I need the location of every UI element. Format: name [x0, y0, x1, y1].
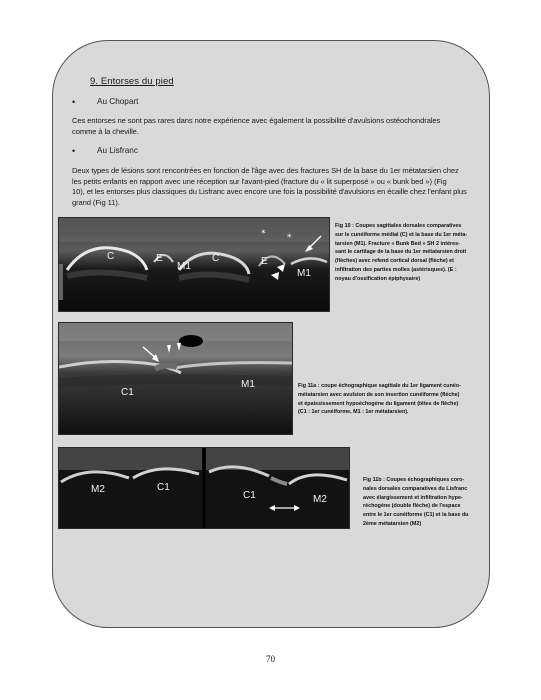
label-c: C: [212, 253, 220, 264]
label-c1: C1: [157, 482, 170, 493]
caption-line: 2ème métatarsien (M2): [363, 520, 422, 527]
label-m2: M2: [91, 484, 105, 495]
text-line: comme à la cheville.: [72, 126, 139, 136]
bullet-label-chopart: Au Chopart: [97, 97, 139, 106]
label-e: E: [156, 253, 163, 264]
bullet-item-chopart: [72, 97, 372, 109]
ultrasound-image-fig11a: [58, 322, 293, 435]
ultrasound-image-fig11b: [58, 447, 350, 529]
label-m2: M2: [313, 494, 327, 505]
caption-line: noyau d'ossification épiphysaire): [335, 275, 421, 282]
page-number: 70: [266, 654, 275, 664]
caption-fig11a: [298, 382, 488, 417]
caption-line: tarsien (M1). Fracture « Bunk Bed » SH 2 intéres-: [335, 240, 460, 247]
svg-text:*: *: [287, 233, 292, 243]
text-line: 10), et les entorses plus classiques du Lisfranc avec encore une fois la possibilité d'avulsions en écaille chez l'enfant plus: [72, 187, 467, 197]
label-m1: M1: [297, 268, 311, 279]
caption-line: sant le cartilage de la base du 1er métatarsien droit: [335, 249, 467, 256]
caption-line: Fig 10 : Coupes sagittales dorsales comparatives: [335, 223, 462, 229]
caption-line: Fig 11a : coupe échographique sagittale du 1er ligament cunéo-: [298, 383, 461, 389]
label-m1: M1: [241, 379, 255, 390]
caption-line: (C1 : 1er cunéiforme, M1 : 1er métatarsien).: [298, 409, 409, 416]
bullet-marker: •: [72, 146, 76, 156]
caption-line: métatarsien avec avulsion de son insertion cunéiforme (flèche): [298, 391, 460, 398]
paragraph-lisfranc: [72, 166, 484, 208]
label-m1: M1: [177, 261, 191, 272]
caption-line: (flèches) avec refend cortical dorsal (flèche) et: [335, 258, 454, 265]
section-heading: 9. Entorses du pied: [90, 76, 174, 87]
text-line: les petits enfants en rapport avec une réception sur l'avant-pied (fracture du « lit superposé » ou « bunk bed ») (Fig: [72, 176, 447, 186]
bullet-marker: •: [72, 97, 76, 107]
caption-line: nales dorsales comparatives du Lisfranc: [363, 485, 468, 492]
label-e: E: [261, 256, 268, 267]
caption-line: entre le 1er cunéiforme (C1) et la base du: [363, 512, 469, 519]
text-line: Deux types de lésions sont rencontrées en fonction de l'âge avec des fractures SH de la base du 1er métatarsien chez: [72, 166, 459, 175]
svg-text:*: *: [261, 229, 266, 239]
paragraph-chopart: [72, 116, 482, 137]
caption-line: réchogène (double flèche) de l'espace: [363, 503, 461, 510]
ultrasound-image-fig10: [58, 217, 330, 312]
label-c: C: [107, 251, 115, 262]
label-c1: C1: [243, 490, 256, 501]
caption-fig11b: [363, 476, 483, 529]
caption-line: infiltration des parties molles (astérisques). (E :: [335, 266, 457, 273]
caption-line: sur le cunéiforme médial (C) et la base du 1er méta-: [335, 231, 468, 238]
text-line: grand (Fig 11).: [72, 197, 120, 207]
text-line: Ces entorses ne sont pas rares dans notre expérience avec également la possibilité d'avulsions ostéochondrales: [72, 116, 441, 125]
bullet-item-lisfranc: [72, 146, 372, 158]
caption-line: avec élargissement et infiltration hype-: [363, 494, 463, 501]
caption-fig10: [335, 222, 485, 284]
bullet-label-lisfranc: Au Lisfranc: [97, 146, 138, 155]
label-c1: C1: [121, 387, 134, 398]
caption-line: Fig 11b : Coupes échographiques coro-: [363, 477, 465, 483]
caption-line: et épaississement hypoéchogène du ligament (têtes de flèche): [298, 400, 459, 407]
